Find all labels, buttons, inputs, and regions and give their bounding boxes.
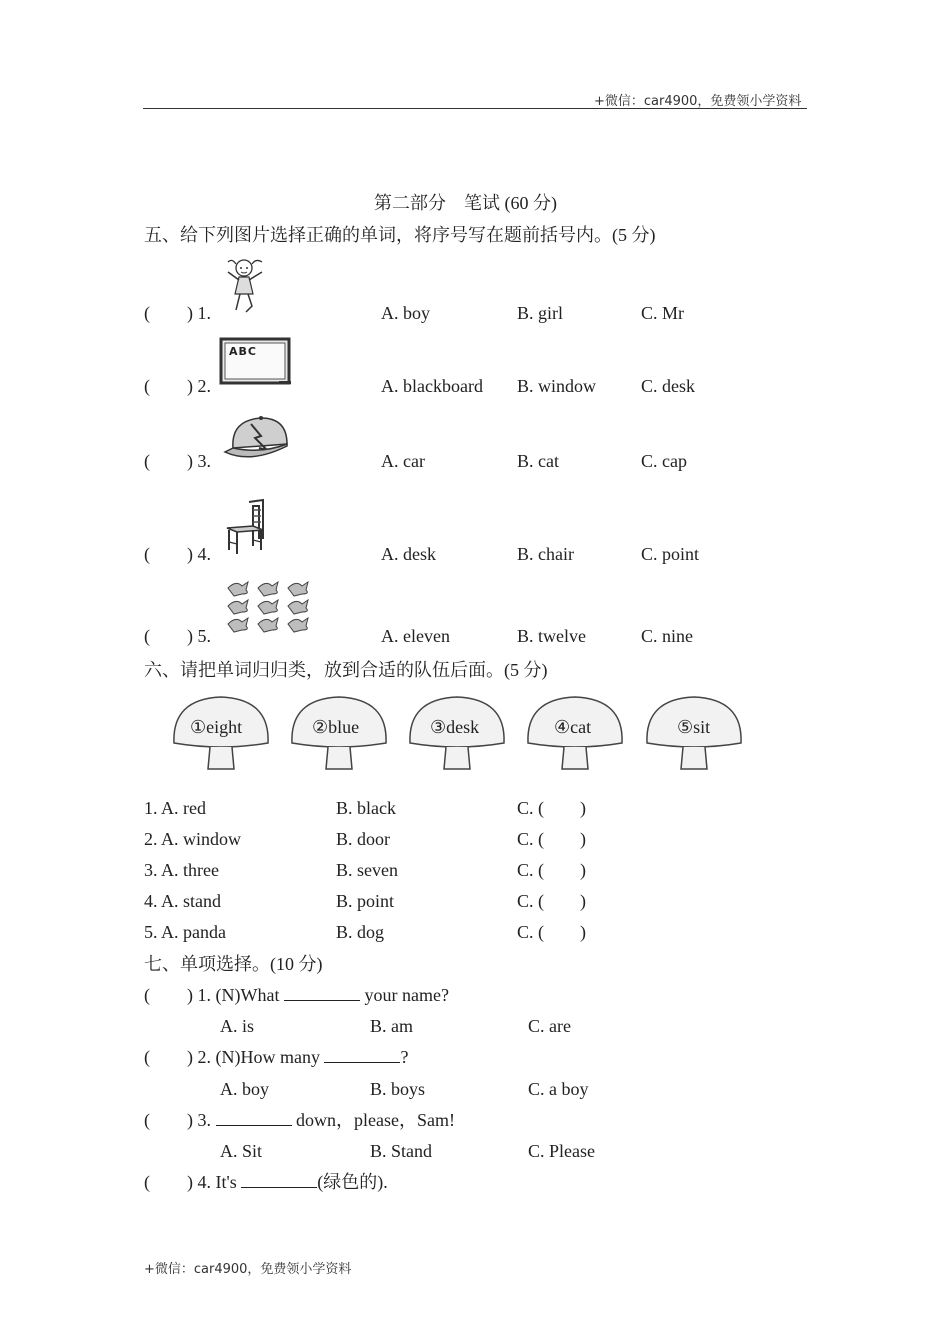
option-a: A. boy	[381, 303, 430, 323]
answer-bracket-open[interactable]: (	[144, 303, 150, 323]
option-c: C. are	[528, 1016, 571, 1036]
fill-blank[interactable]	[241, 1172, 317, 1188]
question-text-pre: ) 4. It's	[187, 1172, 242, 1192]
option-b: B. window	[517, 376, 597, 396]
answer-bracket-open[interactable]: (	[144, 1110, 150, 1130]
option-b: B. point	[336, 891, 395, 911]
header-rule	[143, 108, 807, 109]
option-a: 3. A. three	[144, 860, 219, 880]
option-a: 4. A. stand	[144, 891, 222, 911]
option-c-blank[interactable]: C. ( )	[517, 798, 586, 818]
question-number: ) 1.	[187, 303, 211, 323]
mushroom-card	[406, 693, 508, 773]
option-a: 5. A. panda	[144, 922, 226, 942]
fill-blank[interactable]	[284, 985, 360, 1001]
option-a: 1. A. red	[144, 798, 206, 818]
option-a: A. boy	[220, 1079, 269, 1099]
option-b: B. black	[336, 798, 396, 818]
question-text-post: ?	[400, 1047, 409, 1067]
mushroom-word: ①eight	[190, 717, 243, 737]
option-b: B. girl	[517, 303, 564, 323]
option-b: B. door	[336, 829, 390, 849]
option-a: A. eleven	[381, 626, 450, 646]
option-c-blank[interactable]: C. ( )	[517, 922, 586, 942]
option-c: C. a boy	[528, 1079, 589, 1099]
part-title: 第二部分 笔试 (60 分)	[374, 193, 557, 213]
option-b: B. boys	[370, 1079, 426, 1099]
option-b: B. cat	[517, 451, 559, 471]
option-a: A. car	[381, 451, 425, 471]
option-c: C. cap	[641, 451, 687, 471]
option-c: C. nine	[641, 626, 693, 646]
question-text	[187, 1171, 388, 1193]
option-c: C. Please	[528, 1141, 595, 1161]
option-c-blank[interactable]: C. ( )	[517, 891, 586, 911]
mushroom-word: ⑤sit	[677, 717, 711, 737]
question-text-pre: ) 3.	[187, 1110, 216, 1130]
question-number: ) 5.	[187, 626, 211, 646]
answer-bracket-open[interactable]: (	[144, 544, 150, 564]
board-text: ABC	[229, 345, 257, 358]
fill-blank[interactable]	[216, 1110, 292, 1126]
option-c-blank[interactable]: C. ( )	[517, 829, 586, 849]
birds-picture	[226, 578, 322, 638]
option-a: A. blackboard	[381, 376, 483, 396]
blackboard-picture	[219, 337, 289, 383]
question-number: ) 4.	[187, 544, 211, 564]
option-a: A. Sit	[220, 1141, 263, 1161]
question-text-pre: ) 2. (N)How many	[187, 1047, 325, 1067]
mushroom-card	[170, 693, 272, 773]
answer-bracket-open[interactable]: (	[144, 1172, 150, 1192]
cap-picture	[221, 412, 293, 466]
mushroom-card	[288, 693, 390, 773]
option-b: B. Stand	[370, 1141, 433, 1161]
fill-blank[interactable]	[324, 1047, 400, 1063]
question-text	[187, 984, 449, 1006]
answer-bracket-open[interactable]: (	[144, 451, 150, 471]
option-b: B. seven	[336, 860, 398, 880]
question-number: ) 3.	[187, 451, 211, 471]
answer-bracket-open[interactable]: (	[144, 1047, 150, 1067]
answer-bracket-open[interactable]: (	[144, 376, 150, 396]
option-b: B. twelve	[517, 626, 586, 646]
question-text	[187, 1109, 455, 1131]
section7-title: 七、单项选择。(10 分)	[144, 954, 323, 974]
girl-picture	[222, 254, 268, 316]
question-text	[187, 1046, 408, 1068]
answer-bracket-open[interactable]: (	[144, 626, 150, 646]
question-number: ) 2.	[187, 376, 211, 396]
question-text-post: your name?	[359, 985, 449, 1005]
option-c-blank[interactable]: C. ( )	[517, 860, 586, 880]
option-b: B. dog	[336, 922, 385, 942]
option-a: 2. A. window	[144, 829, 242, 849]
mushroom-word: ②blue	[312, 717, 360, 737]
option-b: B. am	[370, 1016, 413, 1036]
section6-title: 六、请把单词归归类，放到合适的队伍后面。(5 分)	[144, 660, 548, 680]
footer-watermark: +微信：car4900，免费领小学资料	[144, 1262, 352, 1277]
option-a: A. desk	[381, 544, 436, 564]
question-text-post: (绿色的).	[317, 1172, 388, 1192]
mushroom-card	[524, 693, 626, 773]
section5-title: 五、给下列图片选择正确的单词，将序号写在题前括号内。(5 分)	[144, 225, 656, 245]
option-a: A. is	[220, 1016, 255, 1036]
question-text-pre: ) 1. (N)What	[187, 985, 284, 1005]
chair-picture	[223, 498, 269, 556]
mushroom-word: ④cat	[554, 717, 592, 737]
option-c: C. point	[641, 544, 700, 564]
question-text-post: down，please，Sam!	[291, 1110, 455, 1130]
mushroom-word: ③desk	[430, 717, 480, 737]
option-c: C. desk	[641, 376, 695, 396]
header-watermark: +微信：car4900，免费领小学资料	[594, 94, 802, 109]
option-b: B. chair	[517, 544, 574, 564]
option-c: C. Mr	[641, 303, 685, 323]
mushroom-card	[643, 693, 745, 773]
answer-bracket-open[interactable]: (	[144, 985, 150, 1005]
